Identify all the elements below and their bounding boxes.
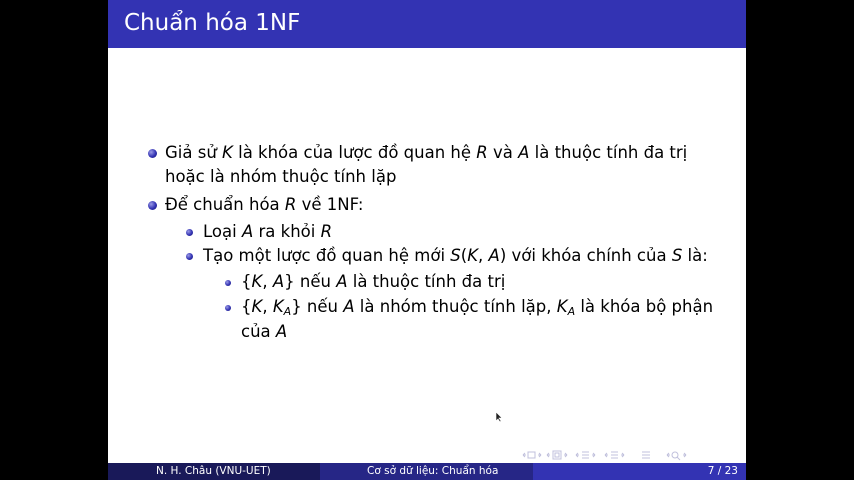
math-a: A [518, 143, 530, 162]
text: Tạo một lược đồ quan hệ mới [203, 246, 451, 265]
slide [108, 0, 746, 480]
text: là nhóm thuộc tính lặp, [354, 297, 557, 316]
bullet-ball-icon [225, 305, 231, 311]
math-a: A [241, 222, 254, 241]
math-k: K [272, 297, 284, 316]
text: của [241, 322, 276, 341]
sub-sub-bullet-1 [241, 272, 505, 291]
text: là: [682, 246, 708, 265]
brace: { [241, 272, 252, 291]
text: Loại [203, 222, 242, 241]
math-s: S [671, 246, 683, 265]
nav-section-icon[interactable] [605, 452, 624, 458]
bullet-ball-icon [148, 149, 157, 158]
comma: , [262, 297, 273, 316]
math-s: S [450, 246, 461, 265]
text: là thuộc tính đa trị [529, 143, 688, 162]
math-k: K [467, 246, 479, 265]
math-r: R [476, 143, 488, 162]
nav-subsection-icon[interactable] [576, 452, 595, 458]
math-a: A [336, 272, 348, 291]
math-a: A [272, 272, 285, 291]
math-a: A [488, 246, 500, 265]
brace: } [284, 272, 295, 291]
bullet-ball-icon [225, 280, 231, 286]
footer [108, 463, 746, 480]
bullet-1-line-2: hoặc là nhóm thuộc tính lặp [165, 167, 397, 186]
bullet-ball-icon [148, 201, 157, 210]
bullet-1-line-1 [165, 143, 687, 162]
bullet-2 [165, 195, 363, 214]
navigation-symbols [522, 448, 742, 462]
mouse-cursor-icon [495, 411, 503, 423]
comma: , [262, 272, 273, 291]
title-bar [108, 0, 746, 48]
text: là khóa bộ phận [575, 297, 714, 316]
math-a: A [275, 322, 288, 341]
nav-doc-icon[interactable] [642, 452, 650, 458]
footer-author-segment [108, 463, 320, 480]
footer-page-segment [533, 463, 746, 480]
sub-bullet-1 [203, 222, 332, 241]
text: là thuộc tính đa trị [347, 272, 506, 291]
text: nếu [294, 272, 337, 291]
text: Giả sử [165, 143, 223, 162]
text: ra khỏi [253, 222, 321, 241]
brace: { [241, 297, 252, 316]
math-k: K [251, 272, 263, 291]
math-a: A [343, 297, 355, 316]
subscript-a: A [283, 305, 292, 318]
footer-page: 7 / 23 [707, 465, 738, 477]
footer-course-segment [320, 463, 533, 480]
math-k: K [556, 297, 568, 316]
bullet-ball-icon [186, 229, 193, 236]
text: Để chuẩn hóa [165, 195, 285, 214]
nav-search-icon[interactable] [667, 452, 686, 460]
paren: ( [460, 246, 468, 265]
sub-sub-bullet-2-line-2 [241, 322, 287, 341]
footer-course: Cơ sở dữ liệu: Chuẩn hóa [367, 465, 499, 477]
sub-sub-bullet-2-line-1 [241, 297, 713, 318]
brace: } [291, 297, 302, 316]
sub-bullet-2 [203, 246, 708, 265]
text: nếu [301, 297, 344, 316]
subscript-a: A [567, 305, 576, 318]
comma: , [478, 246, 489, 265]
text: là khóa của lược đồ quan hệ [232, 143, 477, 162]
bullet-ball-icon [186, 253, 193, 260]
text: về 1NF: [296, 195, 364, 214]
slide-title: Chuẩn hóa 1NF [124, 10, 301, 36]
math-r: R [320, 222, 333, 241]
text: với khóa chính của [506, 246, 672, 265]
math-k: K [222, 143, 233, 162]
nav-frame-icon[interactable] [547, 451, 567, 459]
footer-author: N. H. Châu (VNU-UET) [156, 465, 271, 477]
nav-slide-icon[interactable] [523, 452, 541, 458]
math-r: R [284, 195, 297, 214]
paren: ) [499, 246, 507, 265]
math-k: K [251, 297, 263, 316]
text: và [487, 143, 519, 162]
